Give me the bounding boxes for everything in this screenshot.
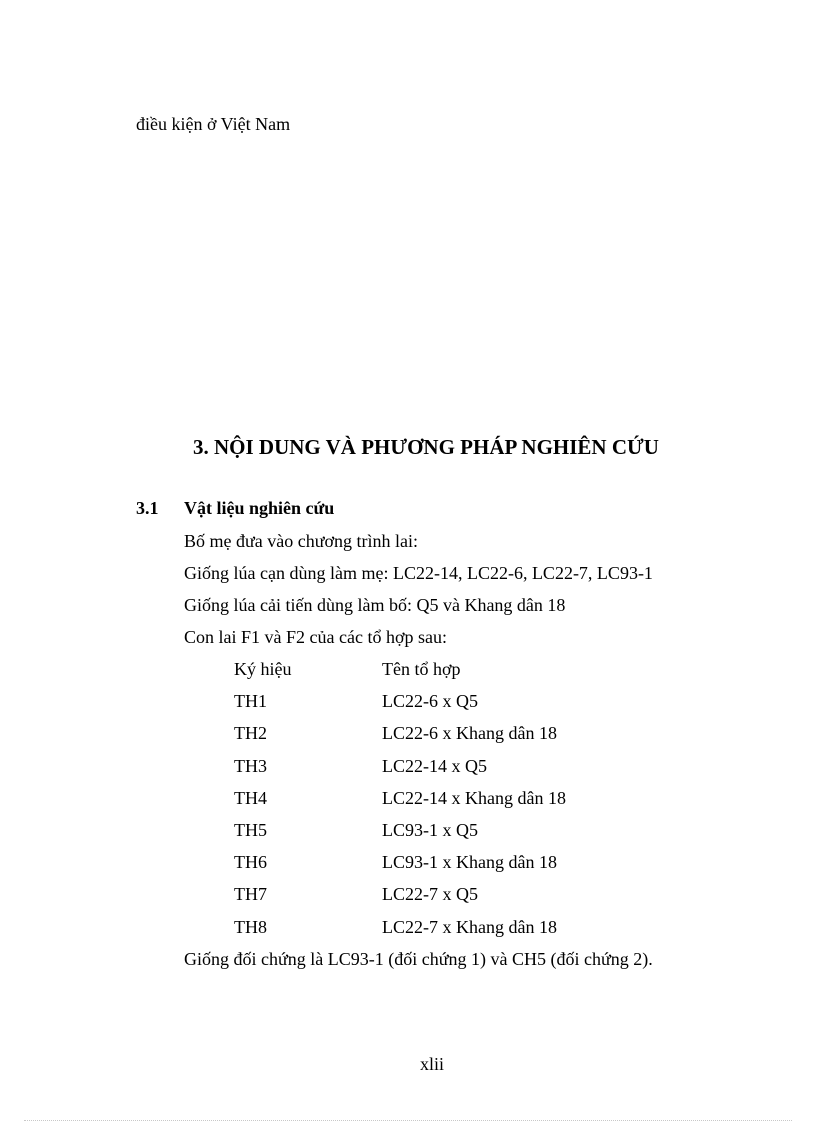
row-name: LC93-1 x Khang dân 18 [382, 852, 557, 873]
mothers-paragraph: Giống lúa cạn dùng làm mẹ: LC22-14, LC22-6, LC22-7, LC93-1 [184, 563, 653, 583]
page-number: xlii [419, 1054, 444, 1074]
offspring-paragraph: Con lai F1 và F2 của các tổ hợp sau: [184, 627, 447, 647]
controls-paragraph: Giống đối chứng là LC93-1 (đối chứng 1) và CH5 (đối chứng 2). [184, 949, 653, 969]
row-code: TH6 [234, 852, 267, 873]
table-row [234, 852, 566, 884]
row-code: TH2 [234, 723, 267, 744]
header-name: Tên tổ hợp [382, 659, 461, 679]
row-name: LC22-6 x Khang dân 18 [382, 723, 557, 744]
row-code: TH3 [234, 755, 267, 776]
fathers-paragraph: Giống lúa cải tiến dùng làm bố: Q5 và Khang dân 18 [184, 595, 566, 615]
section-heading: 3. NỘI DUNG VÀ PHƯƠNG PHÁP NGHIÊN CỨU [193, 435, 659, 459]
row-code: TH1 [234, 691, 267, 712]
row-name: LC22-6 x Q5 [382, 691, 478, 712]
row-name: LC22-7 x Q5 [382, 884, 478, 905]
table-row [234, 756, 566, 788]
header-code: Ký hiệu [234, 659, 292, 679]
table-row [234, 884, 566, 916]
table-row [234, 691, 566, 723]
row-name: LC22-14 x Khang dân 18 [382, 787, 566, 808]
row-code: TH5 [234, 819, 267, 840]
table-row [234, 917, 566, 949]
parents-paragraph: Bố mẹ đưa vào chương trình lai: [184, 531, 418, 551]
row-code: TH4 [234, 787, 267, 808]
intro-line: điều kiện ở Việt Nam [136, 114, 291, 134]
row-name: LC22-14 x Q5 [382, 755, 487, 776]
subsection-title: Vật liệu nghiên cứu [184, 498, 335, 518]
table-row [234, 820, 566, 852]
row-name: LC22-7 x Khang dân 18 [382, 916, 557, 937]
page-bottom-divider [24, 1120, 792, 1121]
subsection-number: 3.1 [136, 498, 159, 518]
row-name: LC93-1 x Q5 [382, 819, 478, 840]
row-code: TH7 [234, 884, 267, 905]
table-header-row [234, 659, 566, 691]
combination-table [234, 659, 566, 949]
row-code: TH8 [234, 916, 267, 937]
table-row [234, 723, 566, 755]
table-row [234, 788, 566, 820]
